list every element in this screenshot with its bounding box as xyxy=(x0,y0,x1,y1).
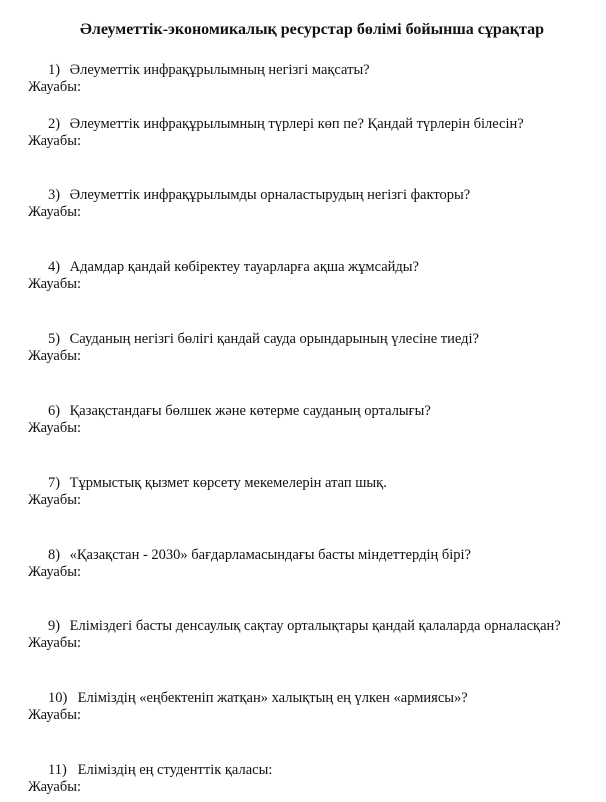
question-number: 1) xyxy=(48,62,61,78)
question-number: 2) xyxy=(48,116,61,132)
question-text xyxy=(48,330,479,348)
question-number: 3) xyxy=(48,187,61,203)
question-label: Әлеуметтік инфрақұрылымның түрлері көп пе? Қандай түрлерін білесін? xyxy=(69,116,524,132)
question-label: Еліміздегі басты денсаулық сақтау орталықтары қандай қалаларда орналасқан? xyxy=(69,618,561,634)
answer-label: Жауабы: xyxy=(28,564,81,580)
question-text xyxy=(48,761,272,779)
question-label: Еліміздің ең студенттік қаласы: xyxy=(77,762,273,778)
document-title: Әлеуметтік-экономикалық ресурстар бөлімі бойынша сұрақтар xyxy=(80,21,544,38)
question-number: 7) xyxy=(48,475,61,491)
question-label: Қазақстандағы бөлшек және көтерме сауданың орталығы? xyxy=(69,403,431,419)
question-label: Еліміздің «еңбектеніп жатқан» халықтың ең үлкен «армиясы»? xyxy=(77,690,468,706)
answer-label: Жауабы: xyxy=(28,779,81,795)
question-number: 9) xyxy=(48,618,61,634)
answer-label: Жауабы: xyxy=(28,276,81,292)
question-number: 10) xyxy=(48,690,68,706)
question-text xyxy=(48,546,471,564)
question-text xyxy=(48,474,387,492)
question-text xyxy=(48,258,419,276)
answer-label: Жауабы: xyxy=(28,492,81,508)
question-text xyxy=(48,402,431,420)
question-number: 5) xyxy=(48,331,61,347)
question-text xyxy=(48,115,524,133)
question-label: Адамдар қандай көбіректеу тауарларға ақша жұмсайды? xyxy=(69,259,419,275)
answer-label: Жауабы: xyxy=(28,204,81,220)
question-label: Сауданың негізгі бөлігі қандай сауда орындарының үлесіне тиеді? xyxy=(69,331,479,347)
question-text xyxy=(48,617,561,635)
question-text xyxy=(48,61,370,79)
question-number: 8) xyxy=(48,547,61,563)
answer-label: Жауабы: xyxy=(28,707,81,723)
question-number: 4) xyxy=(48,259,61,275)
question-label: «Қазақстан - 2030» бағдарламасындағы басты міндеттердің бірі? xyxy=(69,547,471,563)
question-label: Әлеуметтік инфрақұрылымның негізгі мақсаты? xyxy=(69,62,370,78)
question-number: 11) xyxy=(48,762,67,778)
answer-label: Жауабы: xyxy=(28,79,81,95)
answer-label: Жауабы: xyxy=(28,133,81,149)
answer-label: Жауабы: xyxy=(28,420,81,436)
question-number: 6) xyxy=(48,403,61,419)
question-text xyxy=(48,186,470,204)
answer-label: Жауабы: xyxy=(28,348,81,364)
question-label: Әлеуметтік инфрақұрылымды орналастырудың негізгі факторы? xyxy=(69,187,471,203)
answer-label: Жауабы: xyxy=(28,635,81,651)
question-text xyxy=(48,689,468,707)
question-label: Тұрмыстық қызмет көрсету мекемелерін атап шық. xyxy=(69,475,387,491)
